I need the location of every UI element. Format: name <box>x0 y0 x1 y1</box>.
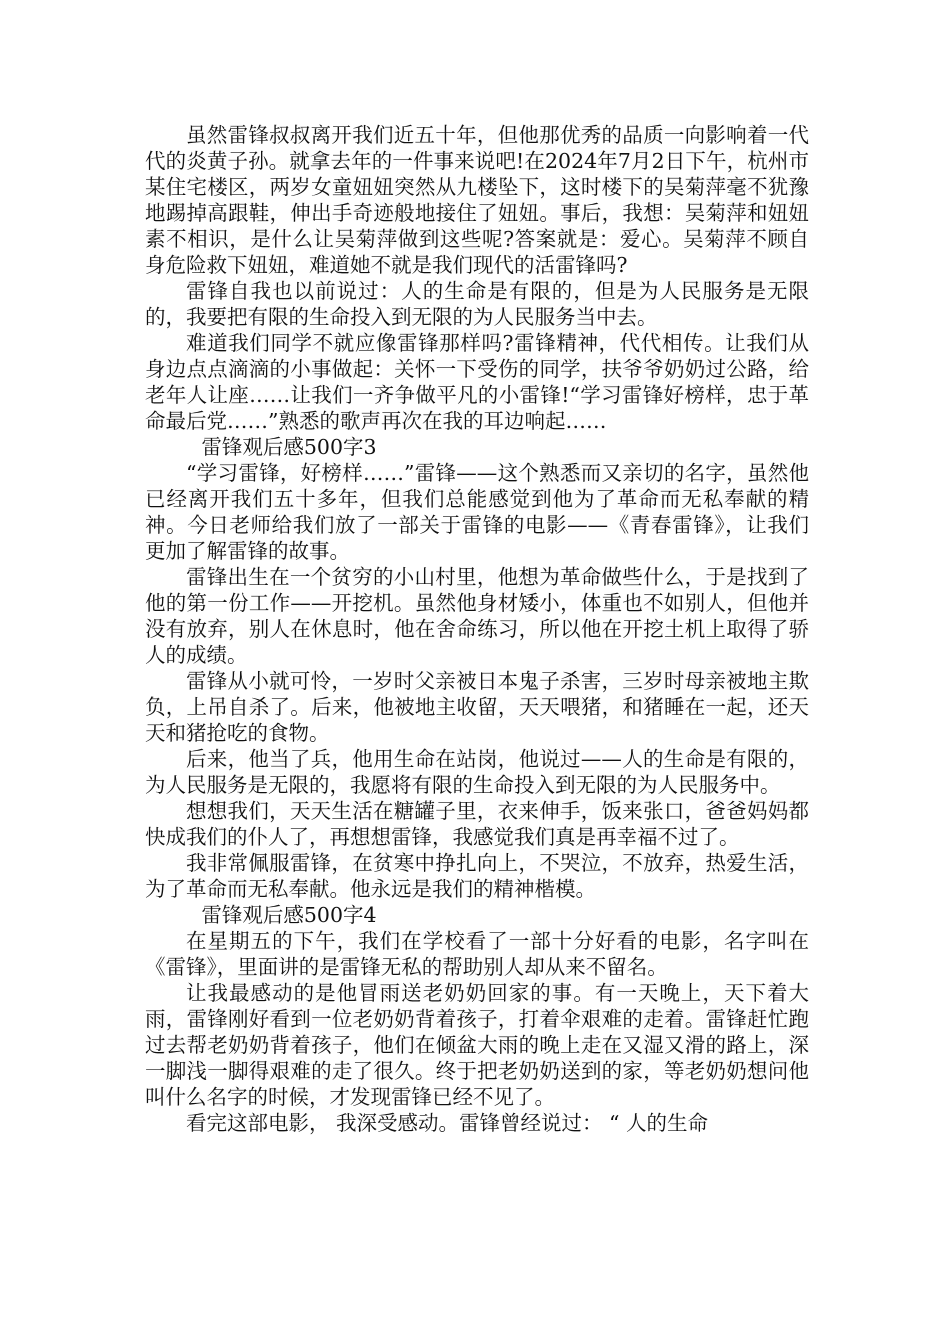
section-heading-4: 雷锋观后感500字4 <box>201 903 377 927</box>
paragraph-3: 难道我们同学不就应像雷锋那样吗?雷锋精神，代代相传。让我们从身边点点滴滴的小事做起：关怀一下受伤的同学，扶爷爷奶奶过公路，给老年人让座……让我们一齐争做平凡的小雷锋!“学习雷锋好榜样，忠于革命最后党……”熟悉的歌声再次在我的耳边响起…… <box>145 331 809 433</box>
paragraph-1: 虽然雷锋叔叔离开我们近五十年，但他那优秀的品质一向影响着一代代的炎黄子孙。就拿去年的一件事来说吧!在2024年7月2日下午，杭州市某住宅楼区，两岁女童妞妞突然从九楼坠下，这时楼下的吴菊萍毫不犹豫地踢掉高跟鞋，伸出手奇迹般地接住了妞妞。事后，我想：吴菊萍和妞妞素不相识，是什么让吴菊萍做到这些呢?答案就是：爱心。吴菊萍不顾自身危险救下妞妞，难道她不就是我们现代的活雷锋吗? <box>145 123 809 277</box>
paragraph-5: 雷锋出生在一个贫穷的小山村里，他想为革命做些什么，于是找到了他的第一份工作——开挖机。虽然他身材矮小，体重也不如别人，但他并没有放弃，别人在休息时，他在舍命练习，所以他在开挖土机上取得了骄人的成绩。 <box>145 565 809 667</box>
paragraph-12: 看完这部电影， 我深受感动。雷锋曾经说过： “ 人的生命 <box>186 1111 709 1135</box>
paragraph-7: 后来，他当了兵，他用生命在站岗，他说过——人的生命是有限的，为人民服务是无限的，我愿将有限的生命投入到无限的为人民服务中。 <box>145 747 809 797</box>
paragraph-8: 想想我们，天天生活在糖罐子里，衣来伸手，饭来张口，爸爸妈妈都快成我们的仆人了，再想想雷锋，我感觉我们真是再幸福不过了。 <box>145 799 809 849</box>
document-body <box>145 122 809 1136</box>
section-heading-3: 雷锋观后感500字3 <box>201 435 377 459</box>
paragraph-9: 我非常佩服雷锋，在贫寒中挣扎向上，不哭泣，不放弃，热爱生活，为了革命而无私奉献。他永远是我们的精神楷模。 <box>145 851 809 901</box>
paragraph-6: 雷锋从小就可怜，一岁时父亲被日本鬼子杀害，三岁时母亲被地主欺负，上吊自杀了。后来，他被地主收留，天天喂猪，和猪睡在一起，还天天和猪抢吃的食物。 <box>145 669 809 745</box>
paragraph-11: 让我最感动的是他冒雨送老奶奶回家的事。有一天晚上，天下着大雨，雷锋刚好看到一位老奶奶背着孩子，打着伞艰难的走着。雷锋赶忙跑过去帮老奶奶背着孩子，他们在倾盆大雨的晚上走在又湿又滑的路上，深一脚浅一脚得艰难的走了很久。终于把老奶奶送到的家，等老奶奶想问他叫什么名字的时候，才发现雷锋已经不见了。 <box>145 981 809 1109</box>
paragraph-10: 在星期五的下午，我们在学校看了一部十分好看的电影，名字叫在《雷锋》，里面讲的是雷锋无私的帮助别人却从来不留名。 <box>145 929 809 979</box>
paragraph-4: “学习雷锋，好榜样……”雷锋——这个熟悉而又亲切的名字，虽然他已经离开我们五十多年，但我们总能感觉到他为了革命而无私奉献的精神。今日老师给我们放了一部关于雷锋的电影——《青春雷锋》，让我们更加了解雷锋的故事。 <box>145 461 809 563</box>
paragraph-2: 雷锋自我也以前说过：人的生命是有限的，但是为人民服务是无限的，我要把有限的生命投入到无限的为人民服务当中去。 <box>145 279 809 329</box>
